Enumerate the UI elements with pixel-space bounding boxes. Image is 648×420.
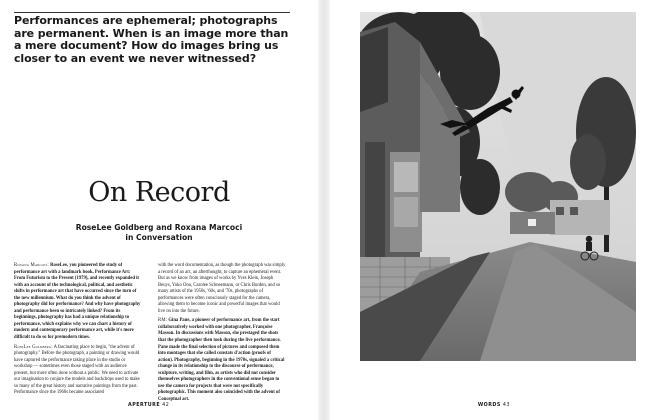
article-title: On Record (88, 177, 230, 208)
folio-section: APERTURE (128, 403, 161, 408)
photo-illustration (360, 12, 636, 361)
speaker-label: RoseLee Goldberg: (14, 344, 53, 350)
body-column-1 (14, 263, 142, 400)
body-column-2 (158, 263, 286, 406)
paragraph-text: A fascinating place to begin, "the advent of photography." Before the photograph, a painting or drawing would have captured the performance taking place in the studio or workshop — sometimes even those staged with an audience present, but more often done without a public. We need to activate our imagination to conjure the models and backdrops used to make so many of the great history and narrative paintings from the past. Performance since the 1960s became associated (14, 344, 140, 396)
paragraph (14, 345, 142, 397)
speaker-label: RM: (158, 318, 168, 324)
paragraph (158, 263, 286, 315)
spine-gutter (318, 0, 330, 420)
folio-right (478, 403, 510, 408)
speaker-label: Roxana Marcoci: (14, 263, 49, 268)
paragraph (158, 318, 286, 403)
paragraph-text: with the word documentation, as though the photograph was simply a record of an act, an afterthought, to capture an ephemeral event. But as we know from images of works by Yves Klein, Joseph Beuys, Yoko Ono, Carolee Schneemann, or Chris Burden, and so many artists of the 1950s, '60s, and '70s, photographs of performances were often consciously staged for the camera, allowing them to become iconic and powerful images that would live on into the future. (158, 263, 286, 314)
right-page (330, 0, 648, 420)
subtitle-line-1: RoseLee Goldberg and Roxana Marcoci (75, 223, 243, 232)
folio-page-number: 42 (162, 403, 170, 408)
left-page (0, 0, 318, 420)
paragraph (14, 263, 142, 342)
article-subtitle (0, 223, 318, 243)
folio-section: WORDS (477, 403, 501, 408)
pull-quote: Performances are ephemeral; photographs are permanent. When is an image more than a mere document? How do images bring us closer to an event we never witnessed? (14, 14, 289, 65)
folio-page-number: 43 (502, 403, 510, 408)
folio-left (128, 403, 169, 408)
paragraph-text: RoseLee, you pioneered the study of performance art with a landmark book, Performance Art: From Futurism to the Present (1979), and recently expanded it with an account of the technological, political, and aesthetic shifts in performance art that have occurred since the turn of the new millennium. What do you think the advent of photography did for performance? And why have photography and performance been so intricately linked? From its beginnings, photography has had a unique relationship to performance, which explains why we can chart a history of modern and contemporary performance art, while it's more difficult to do so for premodern times. (14, 263, 141, 341)
subtitle-line-2: in Conversation (125, 233, 193, 242)
paragraph-text: Gina Pane, a pioneer of performance art, from the start collaboratively worked with one photographer, Françoise Masson. In discussions with Masson, she prestaged the shots that the photographer then took during the live performance. Pane made the final selection of pictures and composed them into montages that she called constats d'action (proofs of action). Photography, beginning in the 1970s, signaled a critical change in its relationship to the discourse of performance, sculpture, writing, and film, as artists who did not consider themselves photographers in the conventional sense began to use the camera for projects that were not specifically photographic. This moment also coincided with the advent of Conceptual art. (158, 318, 285, 402)
top-rule (14, 12, 290, 13)
photo-image (360, 12, 636, 361)
